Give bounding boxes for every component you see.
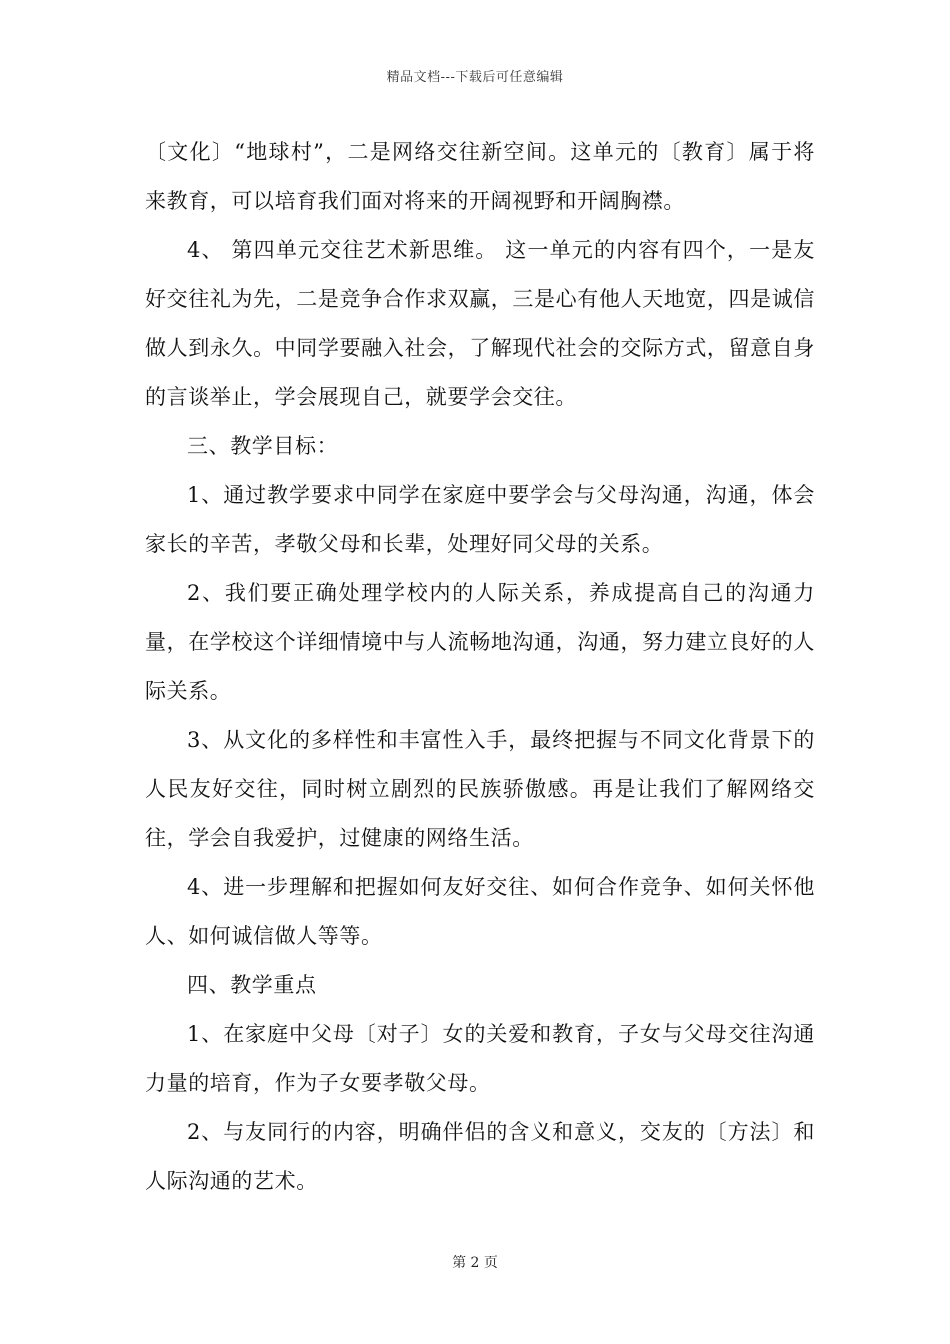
- page-number: 第 2 页: [452, 1255, 498, 1271]
- paragraph: 4、 第四单元交往艺术新思维。 这一单元的内容有四个，一是友好交往礼为先，二是竞争合作求双赢，三是心有他人天地宽，四是诚信做人到永久。中同学要融入社会，了解现代社会的交际方式，留意自身的言谈举止，学会展现自己，就要学会交往。: [145, 238, 815, 409]
- paragraph: 4、进一步理解和把握如何友好交往、如何合作竞争、如何关怀他人、如何诚信做人等等。: [145, 875, 815, 948]
- body-text: [145, 128, 815, 1206]
- paragraph: 3、从文化的多样性和丰富性入手，最终把握与不同文化背景下的人民友好交往，同时树立剧烈的民族骄傲感。再是让我们了解网络交往，学会自我爱护，过健康的网络生活。: [145, 728, 815, 850]
- paragraph: 2、与友同行的内容，明确伴侣的含义和意义，交友的〔方法〕和人际沟通的艺术。: [145, 1120, 815, 1193]
- section-heading: 四、教学重点: [187, 973, 317, 997]
- page-header: 精品文档---下载后可任意编辑: [386, 70, 564, 85]
- paragraph: 2、我们要正确处理学校内的人际关系，养成提高自己的沟通力量，在学校这个详细情境中与人流畅地沟通，沟通，努力建立良好的人际关系。: [145, 581, 815, 703]
- paragraph: 〔文化〕“地球村”，二是网络交往新空间。这单元的〔教育〕属于将来教育，可以培育我们面对将来的开阔视野和开阔胸襟。: [145, 140, 815, 213]
- section-heading: 三、教学目标：: [187, 434, 339, 458]
- paragraph: 1、通过教学要求中同学在家庭中要学会与父母沟通，沟通，体会家长的辛苦，孝敬父母和长辈，处理好同父母的关系。: [145, 483, 815, 556]
- paragraph: 1、在家庭中父母〔对子〕女的关爱和教育，子女与父母交往沟通力量的培育，作为子女要孝敬父母。: [145, 1022, 815, 1095]
